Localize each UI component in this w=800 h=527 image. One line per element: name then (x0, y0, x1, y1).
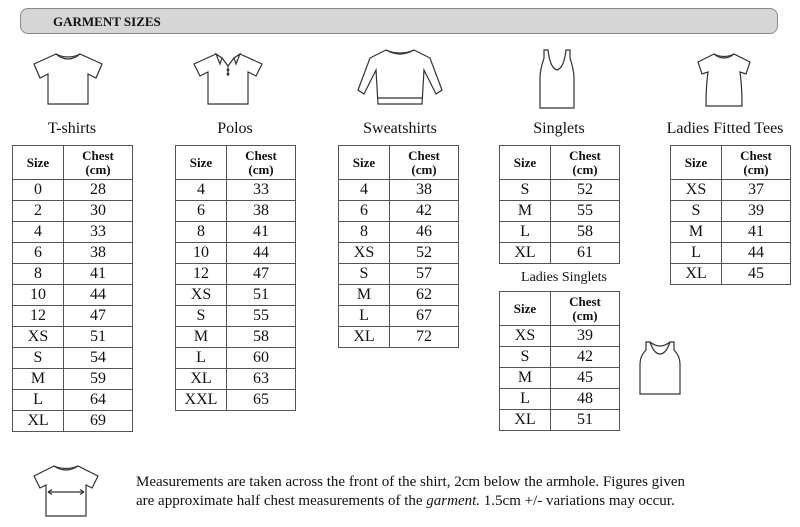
table-row (13, 306, 133, 327)
size-header: Size (176, 146, 227, 180)
chest-cell: 38 (227, 201, 296, 222)
size-cell: 4 (13, 222, 64, 243)
table-row (176, 264, 296, 285)
table-row (339, 222, 459, 243)
size-cell: XS (176, 285, 227, 306)
size-cell: M (500, 368, 551, 389)
table-row (500, 368, 620, 389)
size-cell: M (339, 285, 390, 306)
chest-header: Chest (cm) (722, 146, 791, 180)
size-cell: S (500, 347, 551, 368)
table-row (671, 201, 791, 222)
chest-cell: 54 (64, 348, 133, 369)
size-cell: 6 (13, 243, 64, 264)
chest-cell: 38 (64, 243, 133, 264)
table-row (176, 243, 296, 264)
page-title: GARMENT SIZES (53, 14, 161, 29)
table-row (13, 243, 133, 264)
chest-cell: 58 (227, 327, 296, 348)
table-row (671, 222, 791, 243)
chest-cell: 46 (390, 222, 459, 243)
table-row (671, 264, 791, 285)
polo-icon (190, 50, 266, 106)
chest-cell: 28 (64, 180, 133, 201)
chest-cell: 57 (390, 264, 459, 285)
chest-cell: 47 (227, 264, 296, 285)
table-row (176, 327, 296, 348)
chest-cell: 61 (551, 243, 620, 264)
size-cell: M (176, 327, 227, 348)
size-cell: 6 (339, 201, 390, 222)
title-bar (20, 8, 778, 34)
table-row (13, 348, 133, 369)
chest-cell: 33 (227, 180, 296, 201)
chest-cell: 63 (227, 369, 296, 390)
chest-header: Chest (cm) (551, 146, 620, 180)
size-cell: 4 (176, 180, 227, 201)
table-row (13, 285, 133, 306)
chest-cell: 62 (390, 285, 459, 306)
size-cell: S (339, 264, 390, 285)
section-title-sweatshirts: Sweatshirts (363, 120, 437, 137)
size-cell: 8 (339, 222, 390, 243)
chest-cell: 52 (390, 243, 459, 264)
chest-cell: 52 (551, 180, 620, 201)
chest-cell: 72 (390, 327, 459, 348)
table-row (500, 201, 620, 222)
chest-measurement-icon (30, 462, 102, 518)
chest-header: Chest (cm) (551, 292, 620, 326)
section-title-polos: Polos (217, 120, 253, 137)
size-cell: M (500, 201, 551, 222)
chest-cell: 41 (722, 222, 791, 243)
size-cell: 8 (176, 222, 227, 243)
table-row (500, 222, 620, 243)
table-row (13, 327, 133, 348)
chest-cell: 39 (722, 201, 791, 222)
table-row (671, 243, 791, 264)
chest-cell: 33 (64, 222, 133, 243)
table-row (176, 390, 296, 411)
section-title-ladies-singlets: Ladies Singlets (521, 270, 607, 285)
chest-cell: 55 (551, 201, 620, 222)
table-row (339, 285, 459, 306)
size-cell: XXL (176, 390, 227, 411)
singlets-size-table (499, 145, 620, 264)
chest-cell: 47 (64, 306, 133, 327)
chest-cell: 38 (390, 180, 459, 201)
size-cell: XS (13, 327, 64, 348)
size-header: Size (671, 146, 722, 180)
table-row (671, 180, 791, 201)
ladies-singlets-size-table (499, 291, 620, 431)
size-cell: S (671, 201, 722, 222)
size-cell: S (13, 348, 64, 369)
table-row (500, 243, 620, 264)
chest-header: Chest (cm) (227, 146, 296, 180)
table-row (13, 369, 133, 390)
chest-cell: 69 (64, 411, 133, 432)
size-cell: L (671, 243, 722, 264)
table-row (13, 411, 133, 432)
chest-cell: 44 (227, 243, 296, 264)
table-row (176, 306, 296, 327)
singlet-icon (536, 48, 578, 110)
size-header: Size (500, 146, 551, 180)
size-cell: L (500, 222, 551, 243)
size-cell: 12 (176, 264, 227, 285)
chest-cell: 45 (551, 368, 620, 389)
table-row (176, 348, 296, 369)
size-cell: M (671, 222, 722, 243)
chest-cell: 44 (722, 243, 791, 264)
table-row (13, 180, 133, 201)
chest-cell: 42 (390, 201, 459, 222)
table-row (13, 201, 133, 222)
chest-header: Chest (cm) (390, 146, 459, 180)
chest-cell: 39 (551, 326, 620, 347)
size-cell: L (176, 348, 227, 369)
table-row (339, 264, 459, 285)
sweatshirts-size-table (338, 145, 459, 348)
size-cell: L (13, 390, 64, 411)
chest-cell: 60 (227, 348, 296, 369)
size-cell: M (13, 369, 64, 390)
size-cell: XL (500, 410, 551, 431)
size-cell: 2 (13, 201, 64, 222)
polos-size-table (175, 145, 296, 411)
chest-cell: 44 (64, 285, 133, 306)
tshirt-icon (30, 50, 106, 106)
tshirts-size-table (12, 145, 133, 432)
section-title-ladies-fitted-tees: Ladies Fitted Tees (666, 120, 784, 137)
chest-cell: 51 (227, 285, 296, 306)
size-cell: XL (671, 264, 722, 285)
chest-cell: 30 (64, 201, 133, 222)
size-cell: XS (500, 326, 551, 347)
chest-cell: 41 (227, 222, 296, 243)
table-row (176, 201, 296, 222)
table-row (339, 327, 459, 348)
size-cell: L (500, 389, 551, 410)
table-row (500, 326, 620, 347)
size-cell: 10 (13, 285, 64, 306)
ladies-singlet-icon (636, 338, 684, 396)
size-cell: L (339, 306, 390, 327)
size-cell: 0 (13, 180, 64, 201)
size-cell: XS (671, 180, 722, 201)
chest-cell: 45 (722, 264, 791, 285)
ladies-tee-icon (694, 50, 754, 108)
ladies-fitted-tees-size-table (670, 145, 791, 285)
size-cell: 8 (13, 264, 64, 285)
section-title-tshirts: T-shirts (47, 120, 97, 137)
chest-cell: 42 (551, 347, 620, 368)
size-cell: 10 (176, 243, 227, 264)
table-row (500, 180, 620, 201)
chest-cell: 51 (64, 327, 133, 348)
table-row (176, 369, 296, 390)
size-cell: XL (339, 327, 390, 348)
size-cell: XL (176, 369, 227, 390)
table-row (339, 306, 459, 327)
table-row (339, 180, 459, 201)
measurement-note-line2: are approximate half chest measurements of the garment. 1.5cm +/- variations may occur. (136, 493, 675, 509)
chest-cell: 58 (551, 222, 620, 243)
table-row (500, 347, 620, 368)
size-cell: S (500, 180, 551, 201)
size-header: Size (339, 146, 390, 180)
chest-cell: 59 (64, 369, 133, 390)
chest-cell: 37 (722, 180, 791, 201)
chest-cell: 65 (227, 390, 296, 411)
size-header: Size (13, 146, 64, 180)
table-row (500, 389, 620, 410)
table-row (339, 243, 459, 264)
chest-cell: 64 (64, 390, 133, 411)
size-cell: S (176, 306, 227, 327)
table-row (13, 264, 133, 285)
measurement-note (136, 473, 776, 511)
size-cell: 6 (176, 201, 227, 222)
section-title-singlets: Singlets (533, 120, 585, 137)
sweatshirt-icon (356, 44, 444, 112)
table-row (176, 180, 296, 201)
size-cell: XS (339, 243, 390, 264)
size-cell: 12 (13, 306, 64, 327)
table-row (500, 410, 620, 431)
chest-cell: 67 (390, 306, 459, 327)
chest-header: Chest (cm) (64, 146, 133, 180)
size-cell: XL (13, 411, 64, 432)
table-row (339, 201, 459, 222)
measurement-note-line1: Measurements are taken across the front of the shirt, 2cm below the armhole. Figures given (136, 474, 686, 490)
size-cell: 4 (339, 180, 390, 201)
chest-cell: 41 (64, 264, 133, 285)
table-row (13, 222, 133, 243)
table-row (176, 285, 296, 306)
table-row (176, 222, 296, 243)
size-cell: XL (500, 243, 551, 264)
chest-cell: 48 (551, 389, 620, 410)
chest-cell: 51 (551, 410, 620, 431)
size-header: Size (500, 292, 551, 326)
chest-cell: 55 (227, 306, 296, 327)
table-row (13, 390, 133, 411)
